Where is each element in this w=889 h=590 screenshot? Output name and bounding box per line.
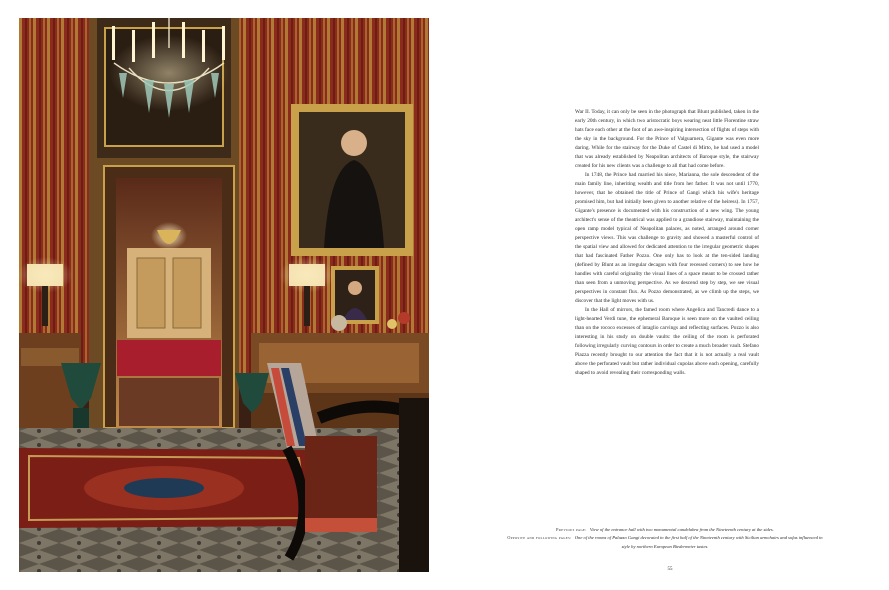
caption-opposite-pages: [505, 534, 825, 551]
palazzo-interior-photo: [19, 18, 429, 572]
body-paragraph: In the Hall of mirrors, the famed room where Angelica and Tancredi dance to a light-hearted Verdi tune, the ephemeral Baroque is seen more on the vaulted ceiling than on the rococo excesses of intaglio carvings and reflecting surfaces. Pozzo is also interesting in his study on double vaults: the ceiling of the room is perforated following irregularly curving contours in order to create a much broader vault. Stefano Piazza recently brought to our attention the fact that it is not actually a real vault above the perforated vault but rather individual cupolas above each opening, carefully shaped to avoid revealing their corresponding walls.: [575, 307, 759, 376]
caption-text: One of the rooms of Palazzo Gangi decorated in the first half of the Nineteenth century with Sicilian armchairs and sofas influenced in style by northern European Biedermeier tastes.: [574, 535, 823, 549]
body-text: [575, 108, 759, 378]
caption-lead: Opposite and following pages:: [507, 535, 572, 541]
caption-lead: Previous page:: [556, 527, 587, 532]
caption-previous-page: [505, 526, 825, 534]
body-paragraph: War II. Today, it can only be seen in the photograph that Blunt published, taken in the early 20th century, in which two aristocratic boys wearing neat little Florentine straw hats face each other at the foot of an awe-inspiring intersection of flights of steps with the sky in the background. For the Prince of Valguarnera, Gigante was even more daring. While for the stairway for the Duke of Castel di Mirto, he had used a model that was already established by Neapolitan architects of Baroque style, the stairway created for his new clients was a challenge to all that had come before.: [575, 109, 759, 169]
caption-text: View of the entrance hall with two monumental candelabra from the Nineteenth century at the sides.: [589, 527, 774, 532]
page-number: 55: [667, 567, 673, 572]
body-paragraph: In 1748, the Prince had married his niece, Marianna, the sole descendent of the main family line, inheriting wealth and title from her father. It was not until 1770, however, that he obtained the title of Prince of Gangi which his wife's heritage promised him, but had initially been given to another relative of the heiress). In 1757, Gigante's presence is documented with his construction of a new wing. The young architect's sense of the theatrical was applied to a grandiose stairway, maintaining the open ramp model typical of Neapolitan palaces, as noted, arranged around corner perspective views. This was challenge to gravity and showed a masterful control of the spatial view and allowed for dedicated attention to the irregular geometric shapes that had fascinated Father Pozzo. One only has to look at the ten-sided landing (defined by Blunt as an irregular decagon with four recessed corners) to see how he handles with careful originality the visual lines of a space meant to be crossed rather than seen from a unmoving perspective. As we descend step by step, we see visual perspectives in constant flux. As Pozzo demonstrated, as we climb up the steps, we discover that the light moves with us.: [575, 172, 759, 304]
photo-captions: [505, 526, 825, 551]
photo-illustration: [19, 18, 429, 572]
